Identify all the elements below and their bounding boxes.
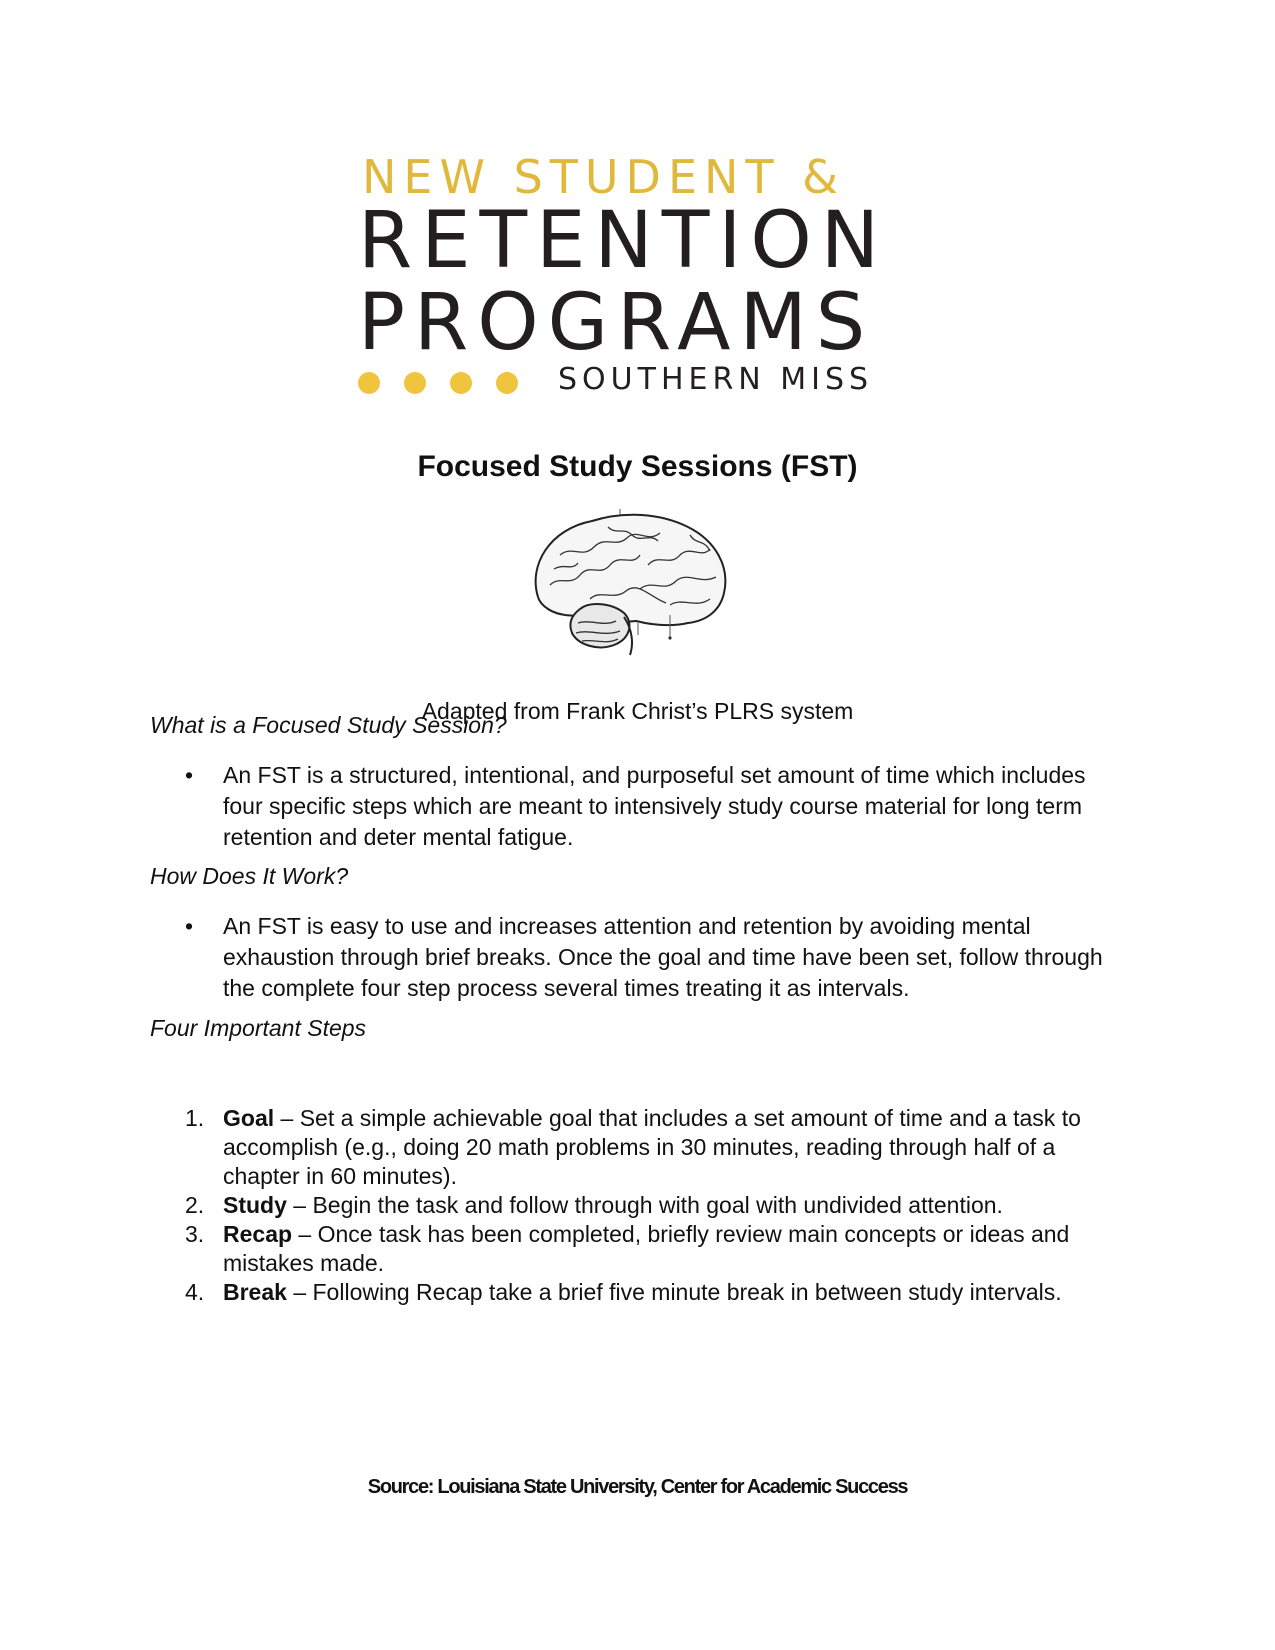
logo-line-programs: PROGRAMS (358, 278, 875, 368)
logo-dot (404, 372, 426, 394)
bullet-dot: • (185, 762, 194, 788)
section-heading-how: How Does It Work? (150, 863, 349, 889)
step-term: Goal (223, 1105, 275, 1131)
bullet-what (185, 760, 1105, 853)
logo-dot (358, 372, 380, 394)
step-description: – Following Recap take a brief five minute break in between study intervals. (286, 1279, 1062, 1305)
logo-line-new-student: NEW STUDENT & (362, 150, 846, 204)
list-item (185, 1191, 1105, 1220)
bullet-text: An FST is easy to use and increases attention and retention by avoiding mental exhaustion through brief breaks. Once the goal and time have been set, follow through the complete four step process several times treating it as intervals. (223, 913, 1103, 1001)
logo-line-retention: RETENTION (358, 196, 889, 286)
step-number: 3. (185, 1221, 205, 1247)
logo-line-southern-miss: SOUTHERN MISS (558, 362, 874, 397)
source-footer: Source: Louisiana State University, Center for Academic Success (367, 1476, 908, 1498)
steps-list (185, 1104, 1105, 1307)
step-number: 2. (185, 1192, 205, 1218)
page-title: Focused Study Sessions (FST) (417, 450, 858, 483)
step-number: 4. (185, 1279, 205, 1305)
step-term: Study (223, 1192, 287, 1218)
step-term: Break (223, 1279, 287, 1305)
list-item (185, 1104, 1105, 1191)
bullet-how (185, 911, 1105, 1004)
program-logo (350, 140, 910, 410)
brain-illustration-icon (520, 505, 740, 675)
step-number: 1. (185, 1105, 205, 1131)
bullet-dot: • (185, 913, 194, 939)
step-description: – Begin the task and follow through with goal with undivided attention. (286, 1192, 1003, 1218)
logo-dot (450, 372, 472, 394)
logo-dots (358, 372, 518, 394)
bullet-text: An FST is a structured, intentional, and purposeful set amount of time which includes four specific steps which are meant to intensively study course material for long term retention and deter mental fatigue. (223, 762, 1086, 850)
step-term: Recap (223, 1221, 293, 1247)
section-heading-steps: Four Important Steps (150, 1015, 367, 1041)
list-item (185, 1278, 1105, 1307)
step-description: – Once task has been completed, briefly review main concepts or ideas and mistakes made. (223, 1221, 1070, 1276)
attribution-subtitle: Adapted from Frank Christ’s PLRS system (421, 698, 854, 724)
section-heading-what: What is a Focused Study Session? (150, 712, 507, 738)
step-description: – Set a simple achievable goal that includes a set amount of time and a task to accomplish (e.g., doing 20 math problems in 30 minutes, reading through half of a chapter in 60 minutes). (223, 1105, 1081, 1189)
list-item (185, 1220, 1105, 1278)
logo-dot (496, 372, 518, 394)
